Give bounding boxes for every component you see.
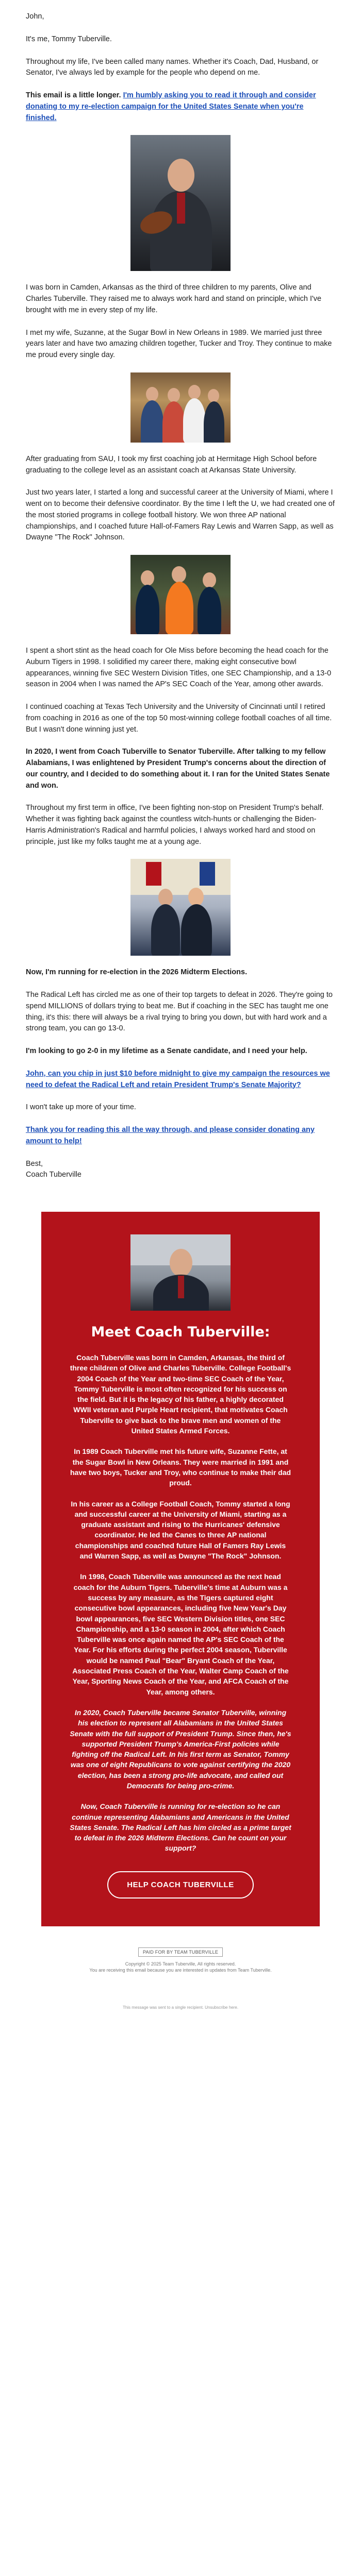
signature-name: Coach Tuberville bbox=[26, 1171, 81, 1179]
born-paragraph: I was born in Camden, Arkansas as the third of three children to my parents, Olive and Charles Tuberville. They raised me to always work hard and stand on principle, which I've brought with me in every step of my life. bbox=[26, 283, 322, 314]
copyright-line: Copyright © 2025 Team Tuberville, All rights reserved. bbox=[125, 1961, 236, 1967]
ask-donate-link[interactable]: I'm humbly asking you to read it through and consider donating to my re-election campaign for the United States Senate when you're finished. bbox=[26, 91, 316, 122]
receiving-reason-line: You are receiving this email because you are interested in updates from Team Tuberville. bbox=[89, 1968, 272, 1973]
bio-portrait-photo bbox=[130, 1234, 231, 1311]
intro-line: It's me, Tommy Tuberville. bbox=[26, 35, 112, 43]
bio-paragraph-family: In 1989 Coach Tuberville met his future wife, Suzanne Fette, at the Sugar Bowl in New Orleans. They were married in 1991 and have two boys, Tucker and Troy, who continue to make their dad proud. bbox=[70, 1447, 291, 1487]
texas-paragraph: I continued coaching at Texas Tech University and the University of Cincinnati until I retired from coaching in 2016 as one of the top 50 most-winning college football coaches of all time. But I wasn't done winning just yet. bbox=[26, 703, 332, 734]
radical-paragraph: The Radical Left has circled me as one of their top targets to defeat in 2026. They're going to spend MILLIONS of dollars trying to beat me. But if coaching in the SEC has taught me one thing, it's this: there will always be a rival trying to bring you down, but with hard work and a strong team, you can go 13-0. bbox=[26, 991, 333, 1033]
portrait-photo bbox=[130, 135, 231, 271]
bio-paragraph-auburn: In 1998, Coach Tuberville was announced as the next head coach for the Auburn Tigers. Tuberville's time at Auburn was a success by any measure, as the Tigers captured eight consecutive bowl appearances, including five New Year's Day bowl appearances, five SEC Western Division titles, one SEC Championship, and a 13-0 season in 2004, after which Coach Tuberville was once again named the AP's SEC Coach of the Year. For his efforts during the perfect 2004 season, Tuberville would be named Paul "Bear" Bryant Coach of the Year, Associated Press Coach of the Year, Walter Camp Coach of the Year, Sporting News Coach of the Year, and AFCA Coach of the Year, among others. bbox=[72, 1572, 289, 1696]
oval-office-photo bbox=[130, 859, 231, 956]
running-paragraph: Now, I'm running for re-election in the 2026 Midterm Elections. bbox=[26, 968, 248, 977]
bio-paragraph-senate: In 2020, Coach Tuberville became Senator Tuberville, winning his election to represent all Alabamians in the United States Senate with the full support of President Trump. Since then, he's supported President Trump's America-First policies while fighting off the Radical Left. In his first term as Senator, Tommy was one of eight Republicans to vote against certifying the 2020 election, has been a strong pro-life advocate, and called out Democrats for being pro-crime. bbox=[70, 1708, 291, 1790]
time-paragraph: I won't take up more of your time. bbox=[26, 1103, 136, 1112]
ask-lead: This email is a little longer. bbox=[26, 91, 121, 99]
sau-paragraph: After graduating from SAU, I took my first coaching job at Hermitage High School before graduating to the college level as an assistant coach at Arkansas State University. bbox=[26, 454, 317, 474]
auburn-sideline-photo bbox=[130, 555, 231, 634]
bio-card bbox=[41, 1212, 320, 1926]
wife-paragraph: I met my wife, Suzanne, at the Sugar Bowl in New Orleans in 1989. We married just three years later and have two amazing children together, Tucker and Troy. They continue to make me proud every single day. bbox=[26, 328, 332, 359]
email-body bbox=[26, 0, 335, 2011]
thanks-paragraph bbox=[26, 1125, 335, 1147]
signoff: Best, bbox=[26, 1159, 43, 1168]
bio-paragraph-birth: Coach Tuberville was born in Camden, Arkansas, the third of three children of Olive and Charles Tuberville. College Football's 2004 Coach of the Year and two-time SEC Coach of the Year, Tommy Tuberville is most often recognized for his success on the field. But it is the legacy of his father, a highly decorated WWII veteran and Purple Heart recipient, that motivates Coach Tuberville to give back to the brave men and women of the United States Armed Forces. bbox=[70, 1353, 291, 1435]
senator-paragraph: In 2020, I went from Coach Tuberville to Senator Tuberville. After talking to my fellow Alabamians, I was enlightened by President Trump's concerns about the direction of our country, and I decided to do something about it. I ran for the United States Senate and won. bbox=[26, 748, 330, 790]
greeting: John, bbox=[26, 12, 44, 21]
unsubscribe-note[interactable]: This message was sent to a single recipient. Unsubscribe here. bbox=[122, 2005, 239, 2010]
miami-paragraph: Just two years later, I started a long and successful career at the University of Miami, where I went on to become their defensive coordinator. By the time I left the U, we had created one of the most storied programs in college football history. We won three AP national championships, and I coached future Hall-of-Famers Ray Lewis and Warren Sapp, as well as Dwayne "The Rock" Johnson. bbox=[26, 488, 335, 542]
donate-paragraph bbox=[26, 1069, 335, 1091]
term-paragraph: Throughout my first term in office, I've been fighting non-stop on President Trump's behalf. Whether it was fighting back against the countless witch-hunts or challenging the Biden-Harris Administration's Radical and harmful policies, I always worked hard and stood on principle, just like my folks taught me at a young age. bbox=[26, 804, 324, 846]
thanks-donate-link[interactable]: Thank you for reading this all the way through, and please consider donating any amount to help! bbox=[26, 1126, 315, 1145]
signature-block bbox=[26, 1159, 335, 1181]
footer bbox=[26, 1947, 335, 2011]
paid-for-disclaimer: PAID FOR BY TEAM TUBERVILLE bbox=[138, 1947, 223, 1957]
record-paragraph: I'm looking to go 2-0 in my lifetime as a Senate candidate, and I need your help. bbox=[26, 1047, 307, 1055]
help-coach-tuberville-button[interactable]: HELP COACH TUBERVILLE bbox=[107, 1871, 253, 1899]
bio-title: Meet Coach Tuberville: bbox=[91, 1324, 270, 1340]
chip-in-donate-link[interactable]: John, can you chip in just $10 before midnight to give my campaign the resources we need to defeat the Radical Left and retain President Trump's Senate Majority? bbox=[26, 1069, 330, 1089]
auburn-paragraph: I spent a short stint as the head coach for Ole Miss before becoming the head coach for the Auburn Tigers in 1998. I solidified my career there, making eight consecutive bowl appearances, winning five SEC Western Division Titles, one SEC Championship, and a 13-0 season in 2004 when I was named the AP's SEC Coach of the Year, among other awards. bbox=[26, 647, 332, 689]
ask-paragraph bbox=[26, 90, 335, 124]
bio-paragraph-miami: In his career as a College Football Coach, Tommy started a long and successful career at the University of Miami, starting as a graduate assistant and rising to the Hurricanes' defensive coordinator. He led the Canes to three AP national championships and coached future Hall of Famers Ray Lewis and Warren Sapp, as well as Dwayne "The Rock" Johnson. bbox=[71, 1499, 290, 1561]
bio-paragraph-reelection: Now, Coach Tuberville is running for re-election so he can continue representing Alabamians and Americans in the United States Senate. The Radical Left has him circled as a prime target to defeat in the 2026 Midterm Elections. Can he count on your support? bbox=[70, 1802, 291, 1853]
family-photo bbox=[130, 372, 231, 443]
names-paragraph: Throughout my life, I've been called many names. Whether it's Coach, Dad, Husband, or Senator, I've always led by example for the people who depend on me. bbox=[26, 57, 319, 77]
